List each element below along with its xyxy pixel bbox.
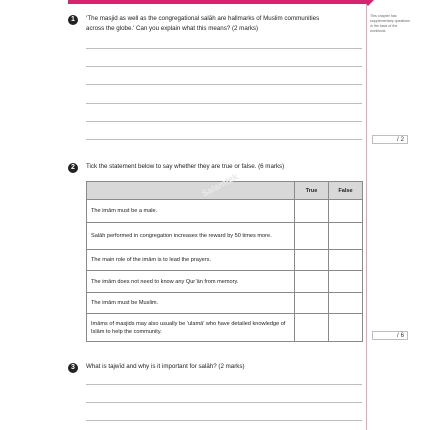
marks-total: 2 bbox=[400, 137, 404, 143]
marks-box-q1[interactable]: / 2 bbox=[372, 135, 408, 144]
true-tick-cell[interactable] bbox=[295, 200, 329, 223]
question-1-number: 1 bbox=[68, 15, 78, 25]
answer-line[interactable] bbox=[86, 420, 362, 421]
table-row bbox=[87, 293, 363, 314]
column-header-true: True bbox=[295, 182, 329, 200]
true-tick-cell[interactable] bbox=[295, 250, 329, 271]
header-accent-bar bbox=[68, 0, 368, 4]
false-tick-cell[interactable] bbox=[329, 314, 363, 342]
false-tick-cell[interactable] bbox=[329, 200, 363, 223]
true-tick-cell[interactable] bbox=[295, 314, 329, 342]
answer-line[interactable] bbox=[86, 84, 362, 85]
false-tick-cell[interactable] bbox=[329, 223, 363, 250]
true-tick-cell[interactable] bbox=[295, 271, 329, 293]
answer-line[interactable] bbox=[86, 402, 362, 403]
table-row bbox=[87, 271, 363, 293]
statement-cell: The imām must be a male. bbox=[87, 200, 295, 223]
true-false-table bbox=[86, 181, 363, 342]
table-row bbox=[87, 314, 363, 342]
question-2-number: 2 bbox=[68, 163, 78, 173]
question-1-text bbox=[86, 14, 319, 34]
question-1-line-1: ‘The masjid as well as the congregational salāh are hallmarks of Muslim communities bbox=[86, 15, 320, 22]
answer-line[interactable] bbox=[86, 66, 362, 67]
watermark-text: Salamtek bbox=[199, 171, 240, 199]
statement-cell: Imāms of masjids may also usually be ‘ulamā’ who have detailed knowledge of Islām to help the community. bbox=[87, 314, 295, 342]
margin-rule bbox=[366, 4, 367, 430]
marks-total: 6 bbox=[400, 333, 404, 339]
margin-note: This chapter has supplementary questions in the back of the workbook bbox=[370, 14, 410, 33]
marks-box-q2[interactable]: / 6 bbox=[372, 331, 408, 340]
statement-cell: Salāh performed in congregation increases the reward by 50 times more. bbox=[87, 223, 295, 250]
table-row bbox=[87, 200, 363, 223]
header-accent-tip bbox=[362, 0, 374, 6]
statement-cell: The imām must be Muslim. bbox=[87, 293, 295, 314]
table-row bbox=[87, 223, 363, 250]
question-3-number: 3 bbox=[68, 363, 78, 373]
answer-line[interactable] bbox=[86, 48, 362, 49]
statement-cell: The imām does not need to know any Qur’ān from memory. bbox=[87, 271, 295, 293]
statement-cell: The main role of the imām is to lead the prayers. bbox=[87, 250, 295, 271]
answer-line[interactable] bbox=[86, 384, 362, 385]
false-tick-cell[interactable] bbox=[329, 271, 363, 293]
answer-line[interactable] bbox=[86, 139, 362, 140]
table-row bbox=[87, 250, 363, 271]
false-tick-cell[interactable] bbox=[329, 250, 363, 271]
true-tick-cell[interactable] bbox=[295, 293, 329, 314]
question-1-line-2: across the globe.’ Can you explain what this means? (2 marks) bbox=[86, 25, 259, 32]
column-header-false: False bbox=[329, 182, 363, 200]
question-3-text: What is tajwīd and why is it important for salāh? (2 marks) bbox=[86, 363, 245, 370]
column-header-statement bbox=[87, 182, 295, 200]
answer-line[interactable] bbox=[86, 121, 362, 122]
answer-line[interactable] bbox=[86, 103, 362, 104]
true-tick-cell[interactable] bbox=[295, 223, 329, 250]
false-tick-cell[interactable] bbox=[329, 293, 363, 314]
question-2-text: Tick the statement below to say whether they are true or false. (6 marks) bbox=[86, 163, 285, 170]
